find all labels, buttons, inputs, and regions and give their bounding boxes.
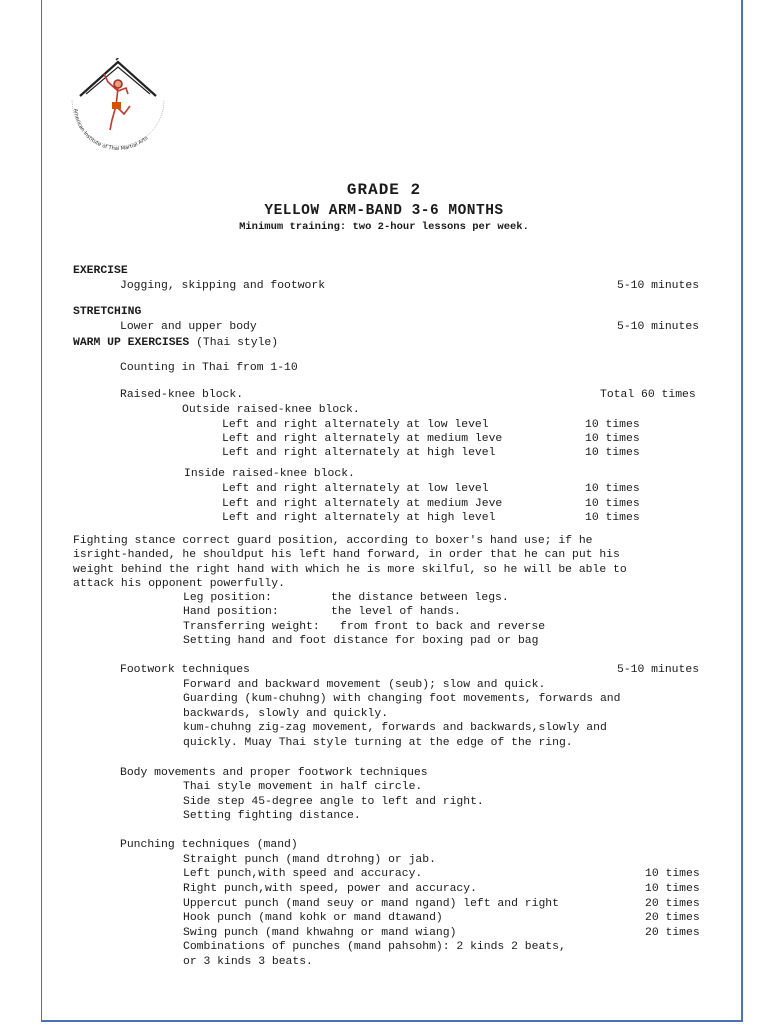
stance-label: Hand position:	[183, 606, 279, 618]
punching-line: Left punch,with speed and accuracy.	[183, 868, 423, 880]
stance-setting: Setting hand and foot distance for boxing pad or bag	[183, 635, 539, 647]
footwork-line: quickly. Muay Thai style turning at the edge of the ring.	[183, 737, 573, 749]
outside-row: Left and right alternately at medium leve	[222, 433, 503, 445]
punching-heading: Punching techniques (mand)	[120, 839, 298, 851]
warmup-style: (Thai style)	[196, 337, 279, 349]
stance-label: Leg position:	[183, 592, 272, 604]
exercise-item: Jogging, skipping and footwork	[120, 280, 326, 292]
inside-row-count: 10 times	[585, 512, 640, 524]
footwork-line: Guarding (kum-chuhng) with changing foot movements, forwards and	[183, 693, 621, 705]
stance-label: Transferring weight:	[183, 621, 320, 633]
body-line: Side step 45-degree angle to left and right.	[183, 796, 484, 808]
logo-arc-text: American Institute of Thai Martial Arts	[72, 108, 150, 153]
inside-row-count: 10 times	[585, 483, 640, 495]
footwork-line: Forward and backward movement (seub); slow and quick.	[183, 679, 546, 691]
outside-row: Left and right alternately at high level	[222, 447, 496, 459]
footwork-heading: Footwork techniques	[120, 664, 250, 676]
punching-count: 20 times	[645, 927, 700, 939]
footwork-duration: 5-10 minutes	[617, 664, 700, 676]
body-heading: Body movements and proper footwork techniques	[120, 767, 428, 779]
outside-row: Left and right alternately at low level	[222, 419, 489, 431]
stance-value: the distance between legs.	[331, 592, 509, 604]
punching-count: 10 times	[645, 868, 700, 880]
stance-paragraph-line: Fighting stance correct guard position, according to boxer's hand use; if he	[73, 535, 593, 547]
stance-value: from front to back and reverse	[340, 621, 546, 633]
outside-row-count: 10 times	[585, 433, 640, 445]
footwork-line: kum-chuhng zig-zag movement, forwards and backwards,slowly and	[183, 722, 607, 734]
punching-line: Right punch,with speed, power and accuracy.	[183, 883, 477, 895]
minimum-training: Minimum training: two 2-hour lessons per week.	[239, 221, 529, 233]
punching-line: Swing punch (mand khwahng or mand wiang)	[183, 927, 457, 939]
punching-line: Straight punch (mand dtrohng) or jab.	[183, 854, 436, 866]
raised-knee-total: Total 60 times	[600, 389, 696, 401]
punching-line: Hook punch (mand kohk or mand dtawand)	[183, 912, 443, 924]
grade-title: GRADE 2	[346, 181, 422, 199]
punching-count: 20 times	[645, 912, 700, 924]
counting-line: Counting in Thai from 1-10	[120, 362, 298, 374]
stance-paragraph-line: attack his opponent powerfully.	[73, 578, 285, 590]
band-title: YELLOW ARM-BAND 3-6 MONTHS	[264, 203, 504, 219]
punching-count: 20 times	[645, 898, 700, 910]
warmup-heading-line	[73, 336, 278, 350]
raised-knee-heading: Raised-knee block.	[120, 389, 244, 401]
stance-value: the level of hands.	[331, 606, 461, 618]
punching-line: Uppercut punch (mand seuy or mand ngand) left and right	[183, 898, 559, 910]
warmup-heading: WARM UP EXERCISES	[73, 337, 190, 349]
outside-row-count: 10 times	[585, 419, 640, 431]
punching-line: or 3 kinds 3 beats.	[183, 956, 313, 968]
exercise-duration: 5-10 minutes	[617, 280, 700, 292]
outside-row-count: 10 times	[585, 447, 640, 459]
inside-block-heading: Inside raised-knee block.	[184, 468, 355, 480]
inside-row: Left and right alternately at medium Jeve	[222, 498, 503, 510]
punching-count: 10 times	[645, 883, 700, 895]
body-line: Thai style movement in half circle.	[183, 781, 423, 793]
stretching-item: Lower and upper body	[120, 321, 257, 333]
outside-block-heading: Outside raised-knee block.	[182, 404, 360, 416]
stance-paragraph-line: isright-handed, he shouldput his left hand forward, in order that he can put his	[73, 549, 620, 561]
footwork-line: backwards, slowly and quickly.	[183, 708, 389, 720]
stretching-duration: 5-10 minutes	[617, 321, 700, 333]
stance-paragraph-line: weight behind the right hand with which he is more skilful, so he will be able to	[73, 564, 627, 576]
exercise-heading: EXERCISE	[73, 265, 128, 277]
institute-logo	[66, 58, 170, 158]
stretching-heading: STRETCHING	[73, 306, 142, 318]
inside-row: Left and right alternately at low level	[222, 483, 489, 495]
body-line: Setting fighting distance.	[183, 810, 361, 822]
inside-row-count: 10 times	[585, 498, 640, 510]
punching-line: Combinations of punches (mand pahsohm): 2 kinds 2 beats,	[183, 941, 566, 953]
inside-row: Left and right alternately at high level	[222, 512, 496, 524]
